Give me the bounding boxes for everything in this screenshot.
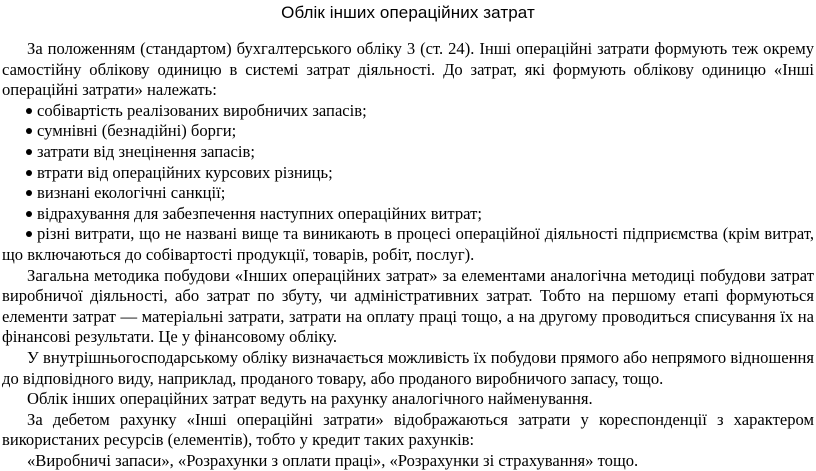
list-item: сумнівні (безнадійні) борги; — [2, 121, 814, 142]
page-title: Облік інших операційних затрат — [281, 3, 535, 22]
method-paragraph: Загальна методика побудови «Інших операційних затрат» за елементами аналогічна методиці побудови затрат виробничої діяльності, або затрат по збуту, чи адміністративних затрат. Тобто на першому етапі формуються елементи затрат — матеріальні затрати, затрати на оплату праці тощо, а на другому проводиться списування їх на фінансові результати. Це у фінансовому обліку. — [2, 265, 814, 347]
account-paragraph: Облік інших операційних затрат ведуть на рахунку аналогічного найменування. — [27, 389, 593, 409]
accounts-list-paragraph: «Виробничі запаси», «Розрахунки з оплати праці», «Розрахунки зі страхування» тощо. — [27, 450, 639, 470]
debit-paragraph: За дебетом рахунку «Інші операційні затрати» відображаються затрати у кореспонденції з характером використаних ресурсів (елементів), тобто у кредит таких рахунків: — [2, 409, 814, 450]
internal-accounting-paragraph: У внутрішньогосподарському обліку визначається можливість їх побудови прямого або непрямого відношення до відповідного виду, наприклад, проданого товару, або проданого виробничого запасу, тощо. — [2, 347, 814, 388]
list-item: собівартість реалізованих виробничих запасів; — [2, 101, 814, 122]
intro-paragraph: За положенням (стандартом) бухгалтерського обліку 3 (ст. 24). Інші операційні затрати формують теж окрему самостійну облікову одиницю в системі затрат діяльності. До затрат, які формують облікову одиницю «Інші операційні затрати» належать: — [2, 39, 814, 100]
expense-list — [2, 101, 814, 266]
document-body — [2, 39, 814, 471]
list-item: різні витрати, що не названі вище та виникають в процесі операційної діяльності підприємства (крім витрат, що включаються до собівартості продукції, товарів, робіт, послуг). — [2, 224, 814, 264]
list-item: визнані екологічні санкції; — [2, 183, 814, 204]
list-item: відрахування для забезпечення наступних операційних витрат; — [2, 204, 814, 225]
list-item: затрати від знецінення запасів; — [2, 142, 814, 163]
list-item: втрати від операційних курсових різниць; — [2, 163, 814, 184]
